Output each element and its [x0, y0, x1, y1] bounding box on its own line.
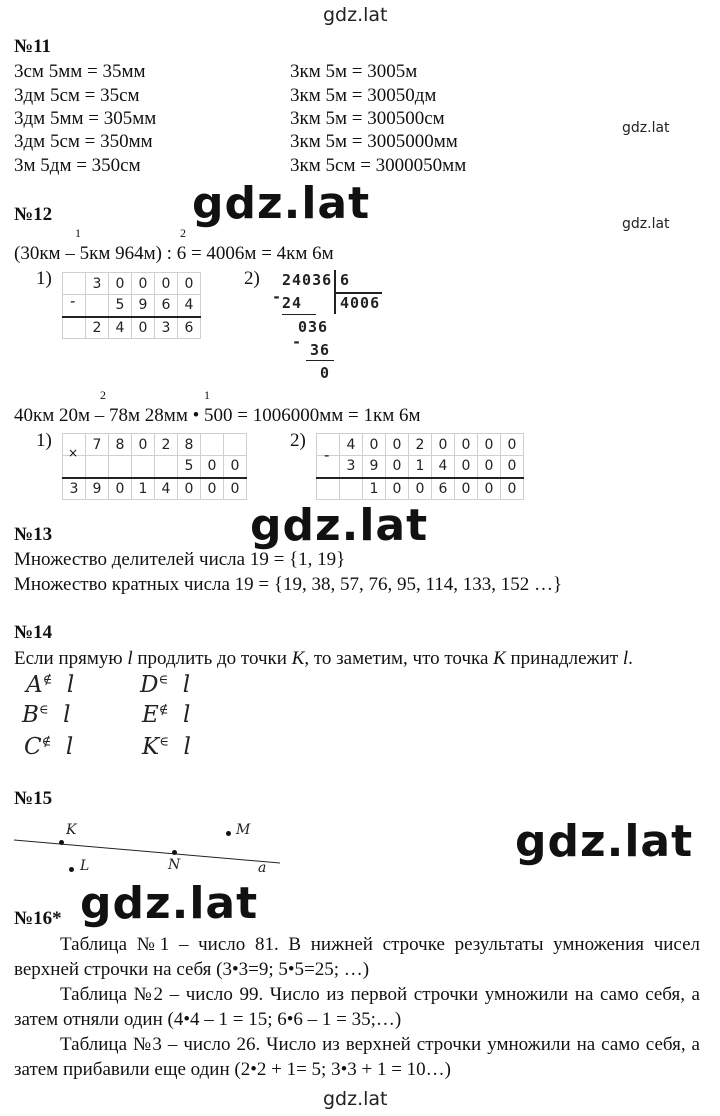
- order-mark-2: 2: [180, 226, 186, 240]
- task-11-left-2: 3дм 5см = 35см: [14, 85, 140, 106]
- task-11-title: №11: [14, 36, 52, 57]
- point-l: [69, 867, 74, 872]
- division-subtrahend-1: 24: [282, 294, 303, 312]
- task-16-title: №16*: [14, 908, 62, 929]
- division-underline-2: [306, 360, 334, 361]
- task-15-title: №15: [14, 788, 53, 809]
- minus-sign-2: -: [324, 446, 330, 464]
- task-11-left-5: 3м 5дм = 350см: [14, 155, 141, 176]
- order-mark-4: 1: [204, 388, 210, 402]
- step-label-1: 1): [36, 268, 52, 289]
- watermark-top: gdz.lat: [323, 4, 388, 26]
- task-16-paragraph-3: Таблица №3 – число 26. Число из верхней строчки умножили на само себя, а затем прибавили еще один (2•2 + 1= 5; 3•3 + 1 = 10…): [14, 1034, 700, 1080]
- membership-item-d: D∈ l: [140, 672, 191, 698]
- division-dividend: 24036: [282, 271, 333, 289]
- label-m: M: [236, 822, 251, 838]
- membership-item-a: A∉ l: [26, 672, 75, 698]
- task-11-left-1: 3см 5мм = 35мм: [14, 61, 146, 82]
- label-a: a: [258, 860, 267, 876]
- watermark-large-1: gdz.lat: [192, 178, 371, 229]
- division-quotient: 4006: [340, 294, 381, 312]
- task-11-right-4: 3км 5м = 3005000мм: [290, 131, 458, 152]
- task-14-sentence: Если прямую l продлить до точки К, то заметим, что точка К принадлежит l.: [14, 648, 633, 669]
- multiplication-grid: 7 8 0 2 8 5 0 0 3 9 0 1 4 0 0 0: [62, 433, 247, 500]
- division-minus-1: -: [272, 288, 283, 306]
- watermark-large-4: gdz.lat: [80, 878, 259, 929]
- task-16-paragraph-2: Таблица №2 – число 99. Число из первой строчки умножили на само себя, а затем отняли один (4•4 – 1 = 15; 6•6 – 1 = 35;…): [14, 984, 700, 1030]
- task-11-left-4: 3дм 5см = 350мм: [14, 131, 153, 152]
- membership-item-e: E∉ l: [142, 702, 191, 728]
- step-label-4: 2): [290, 430, 306, 451]
- point-k: [59, 840, 64, 845]
- task-16-paragraph-1: Таблица №1 – число 81. В нижней строчке результаты умножения чисел верхней строчки на себя (3•3=9; 5•5=25; …): [14, 934, 700, 980]
- task-12-title: №12: [14, 204, 53, 225]
- task-11-right-2: 3км 5м = 30050дм: [290, 85, 437, 106]
- task-13-title: №13: [14, 524, 53, 545]
- division-remainder-2: 0: [320, 364, 331, 382]
- label-k: K: [66, 822, 77, 838]
- membership-item-b: B∈ l: [22, 702, 71, 728]
- subtraction-grid-2: 4 0 0 2 0 0 0 0 3 9 0 1 4 0 0 0 1 0 0 6 0 0 0: [316, 433, 524, 500]
- line-diagram: [0, 810, 300, 880]
- step-label-3: 1): [36, 430, 52, 451]
- task-14-title: №14: [14, 622, 53, 643]
- point-m: [226, 831, 231, 836]
- step-label-2: 2): [244, 268, 260, 289]
- label-l: L: [80, 858, 90, 874]
- membership-item-k: K∈ l: [142, 734, 191, 760]
- watermark-right-1: gdz.lat: [622, 120, 670, 136]
- label-n: N: [168, 857, 181, 873]
- task-11-left-3: 3дм 5мм = 305мм: [14, 108, 157, 129]
- division-remainder-1: 036: [298, 318, 329, 336]
- watermark-large-2: gdz.lat: [250, 500, 429, 551]
- task-12-expression-1: (30км – 5км 964м) : 6 = 4006м = 4км 6м: [14, 243, 334, 264]
- division-minus-2: -: [292, 333, 303, 351]
- minus-sign: -: [70, 292, 76, 310]
- task-11-right-1: 3км 5м = 3005м: [290, 61, 418, 82]
- task-12-expression-2: 40км 20м – 78м 28мм • 500 = 1006000мм = 1км 6м: [14, 405, 421, 426]
- membership-item-c: C∉ l: [24, 734, 74, 760]
- line-a: [14, 840, 280, 863]
- task-13-line-1: Множество делителей числа 19 = {1, 19}: [14, 549, 346, 570]
- order-mark-3: 2: [100, 388, 106, 402]
- watermark-bottom: gdz.lat: [323, 1088, 388, 1110]
- task-13-line-2: Множество кратных числа 19 = {19, 38, 57, 76, 95, 114, 133, 152 …}: [14, 574, 563, 595]
- task-11-right-3: 3км 5м = 300500см: [290, 108, 445, 129]
- division-divisor: 6: [340, 271, 351, 289]
- point-n: [172, 850, 177, 855]
- watermark-large-3: gdz.lat: [515, 816, 694, 867]
- task-11-right-5: 3км 5см = 3000050мм: [290, 155, 467, 176]
- order-mark-1: 1: [75, 226, 81, 240]
- division-subtrahend-2: 36: [310, 341, 331, 359]
- division-underline-1: [282, 314, 316, 315]
- watermark-right-2: gdz.lat: [622, 216, 670, 232]
- multiply-sign: ×: [68, 446, 79, 460]
- subtraction-grid-1: 3 0 0 0 0 5 9 6 4 2 4 0 3 6: [62, 272, 201, 339]
